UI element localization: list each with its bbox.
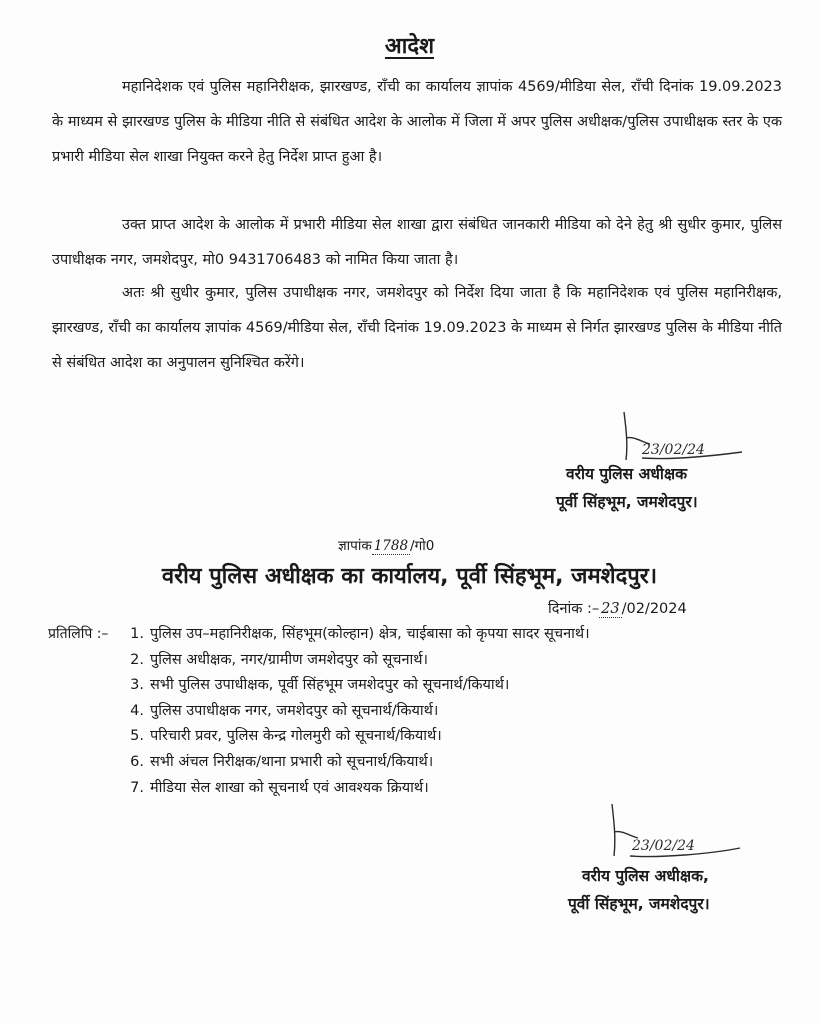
signature-1-block	[556, 460, 698, 516]
memo-number: 1788	[373, 538, 409, 554]
signature-1-location: पूर्वी सिंहभूम, जमशेदपुर।	[556, 493, 698, 511]
signature-2-block	[568, 862, 710, 918]
memo-date-prefix: दिनांक :–	[548, 601, 600, 617]
signature-2-mark	[600, 800, 750, 864]
order-paragraph-2-text: उक्त प्राप्त आदेश के आलोक में प्रभारी मीडिया सेल शाखा द्वारा संबंधित जानकारी मीडिया को देने हेतु श्री सुधीर कुमार, पुलिस उपाधीक्षक नगर, जमशेदपुर, मो0 9431706483 को नामित किया जाता है।	[52, 217, 782, 268]
memo-date-line	[548, 598, 687, 618]
memo-number-line	[338, 536, 434, 554]
signature-2-designation: वरीय पुलिस अधीक्षक,	[582, 867, 709, 885]
copy-item	[126, 750, 590, 776]
memo-date-day: 23	[601, 601, 620, 617]
signature-1-date: 23/02/24	[642, 442, 705, 458]
copy-item	[126, 724, 590, 750]
order-paragraph-3	[52, 276, 782, 381]
copy-item-text: सभी अंचल निरीक्षक/थाना प्रभारी को सूचनार्थ/कियार्थ।	[150, 753, 434, 770]
signature-1-designation: वरीय पुलिस अधीक्षक	[566, 465, 687, 483]
copy-item	[126, 648, 590, 674]
copy-item	[126, 699, 590, 725]
memo-suffix: /गो0	[410, 538, 435, 554]
copy-item-number: 7.	[130, 779, 144, 796]
copy-item-text: मीडिया सेल शाखा को सूचनार्थ एवं आवश्यक क्रियार्थ।	[150, 779, 429, 796]
copy-item-number: 4.	[130, 702, 144, 719]
signature-2-date: 23/02/24	[632, 838, 695, 854]
office-heading: वरीय पुलिस अधीक्षक का कार्यालय, पूर्वी सिंहभूम, जमशेदपुर।	[161, 564, 658, 589]
order-title: आदेश	[384, 34, 435, 59]
order-paragraph-1	[52, 70, 782, 175]
copy-item-text: पुलिस उप–महानिरीक्षक, सिंहभूम(कोल्हान) क्षेत्र, चाईबासा को कृपया सादर सूचनार्थ।	[150, 626, 590, 642]
order-paragraph-1-text: महानिदेशक एवं पुलिस महानिरीक्षक, झारखण्ड, राँची का कार्यालय ज्ञापांक 4569/मीडिया सेल, राँची दिनांक 19.09.2023 के माध्यम से झारखण्ड पुलिस के मीडिया नीति से संबंधित आदेश के आलोक में जिला में अपर पुलिस अधीक्षक/पुलिस उपाधीक्षक स्तर के एक प्रभारी मीडिया सेल शाखा नियुक्त करने हेतु निर्देश प्राप्त हुआ है।	[52, 79, 782, 165]
copy-item-number: 6.	[130, 753, 144, 770]
copies-label: प्रतिलिपि :–	[48, 626, 109, 642]
memo-date-rest: /02/2024	[621, 601, 687, 617]
signature-2-location: पूर्वी सिंहभूम, जमशेदपुर।	[568, 895, 710, 913]
copy-item-text: सभी पुलिस उपाधीक्षक, पूर्वी सिंहभूम जमशेदपुर को सूचनार्थ/कियार्थ।	[150, 677, 510, 694]
copies-list	[126, 622, 590, 801]
copy-item-text: पुलिस अधीक्षक, नगर/ग्रामीण जमशेदपुर को सूचनार्थ।	[150, 651, 429, 668]
copy-item-number: 3.	[130, 677, 144, 694]
copy-item	[126, 673, 590, 699]
copy-item-number: 1.	[130, 626, 144, 642]
order-paragraph-2	[52, 208, 782, 278]
copy-item-number: 2.	[130, 651, 144, 668]
copy-item-text: परिचारी प्रवर, पुलिस केन्द्र गोलमुरी को सूचनार्थ/कियार्थ।	[150, 728, 442, 745]
copy-item-text: पुलिस उपाधीक्षक नगर, जमशेदपुर को सूचनार्थ/कियार्थ।	[150, 702, 439, 719]
memo-prefix: ज्ञापांक	[338, 538, 372, 554]
copy-item-number: 5.	[130, 728, 144, 745]
copy-item	[126, 776, 590, 802]
order-paragraph-3-text: अतः श्री सुधीर कुमार, पुलिस उपाधीक्षक नगर, जमशेदपुर को निर्देश दिया जाता है कि महानिदेशक एवं पुलिस महानिरीक्षक, झारखण्ड, राँची का कार्यालय ज्ञापांक 4569/मीडिया सेल, राँची दिनांक 19.09.2023 के माध्यम से निर्गत झारखण्ड पुलिस के मीडिया नीति से संबंधित आदेश का अनुपालन सुनिश्चित करेंगे।	[52, 285, 782, 371]
copy-item	[126, 622, 590, 648]
